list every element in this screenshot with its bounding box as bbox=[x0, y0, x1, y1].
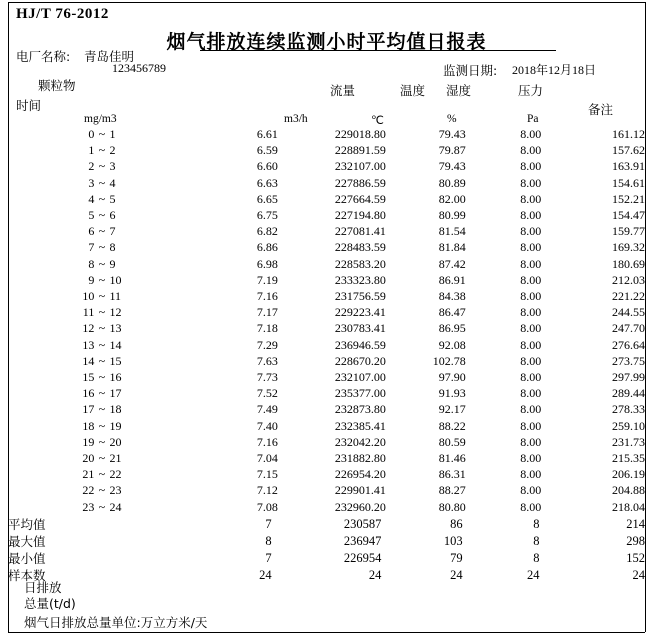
cell-hour-separator: ~ bbox=[98, 224, 106, 239]
unit-humidity: % bbox=[447, 113, 457, 125]
cell-pressure: 278.33 bbox=[612, 402, 645, 417]
summary-humidity: 24 bbox=[527, 568, 540, 582]
cell-humidity: 8.00 bbox=[520, 434, 542, 449]
cell-hour-from: 4 bbox=[88, 191, 95, 206]
summary-temperature: 86 bbox=[450, 517, 463, 531]
table-row bbox=[8, 482, 645, 498]
cell-humidity: 8.00 bbox=[520, 143, 542, 158]
cell-flow: 233323.80 bbox=[334, 272, 386, 287]
cell-pressure: 154.47 bbox=[612, 208, 645, 223]
summary-flow: 24 bbox=[368, 568, 382, 582]
unit-pressure: Pa bbox=[527, 113, 539, 125]
cell-hour-to: 2 bbox=[109, 143, 116, 158]
cell-temperature: 82.00 bbox=[438, 191, 466, 206]
cell-hour-to: 6 bbox=[109, 208, 116, 223]
table-row bbox=[8, 434, 645, 450]
summary-label: 平均值 bbox=[8, 517, 46, 532]
cell-pressure: 154.61 bbox=[612, 175, 645, 190]
cell-humidity: 8.00 bbox=[520, 224, 542, 239]
cell-hour-to: 18 bbox=[109, 402, 122, 417]
cell-hour-separator: ~ bbox=[98, 353, 106, 368]
cell-hour-from: 1 bbox=[88, 143, 95, 158]
summary-pressure: 298 bbox=[626, 534, 645, 548]
cell-temperature: 81.46 bbox=[438, 451, 466, 466]
cell-humidity: 8.00 bbox=[520, 418, 542, 433]
summary-label: 最大值 bbox=[8, 534, 46, 549]
cell-hour-from: 5 bbox=[88, 208, 95, 223]
cell-hour-to: 12 bbox=[109, 305, 122, 320]
summary-concentration: 7 bbox=[265, 551, 272, 565]
cell-hour-separator: ~ bbox=[98, 159, 106, 174]
table-row bbox=[8, 353, 645, 369]
cell-hour-from: 0 bbox=[88, 127, 95, 141]
table-row bbox=[8, 239, 645, 255]
cell-temperature: 86.95 bbox=[438, 321, 466, 336]
cell-pressure: 273.75 bbox=[612, 353, 645, 368]
cell-concentration: 7.04 bbox=[256, 451, 278, 466]
cell-temperature: 86.47 bbox=[438, 305, 466, 320]
cell-pressure: 161.12 bbox=[612, 127, 645, 141]
cell-hour-to: 9 bbox=[109, 256, 116, 271]
summary-concentration: 7 bbox=[265, 517, 272, 531]
cell-flow: 227081.41 bbox=[334, 224, 386, 239]
summary-row bbox=[8, 550, 645, 567]
column-header-humidity: 湿度 bbox=[446, 83, 472, 98]
cell-hour-to: 13 bbox=[109, 321, 122, 336]
cell-pressure: 244.55 bbox=[612, 305, 645, 320]
cell-humidity: 8.00 bbox=[520, 127, 542, 141]
cell-hour-from: 17 bbox=[82, 402, 95, 417]
cell-hour-separator: ~ bbox=[98, 127, 106, 141]
cell-humidity: 8.00 bbox=[520, 240, 542, 255]
unit-flow: m3/h bbox=[284, 113, 308, 125]
table-row bbox=[8, 223, 645, 239]
standard-code: HJ/T 76-2012 bbox=[16, 6, 109, 22]
cell-temperature: 80.89 bbox=[438, 175, 466, 190]
right-border-line bbox=[645, 2, 646, 632]
cell-hour-from: 13 bbox=[82, 337, 95, 352]
cell-hour-separator: ~ bbox=[98, 305, 106, 320]
cell-hour-separator: ~ bbox=[98, 143, 106, 158]
hourly-data-table bbox=[8, 126, 645, 515]
cell-flow: 235377.00 bbox=[334, 386, 386, 401]
table-row bbox=[8, 304, 645, 320]
summary-flow: 236947 bbox=[343, 534, 382, 548]
summary-temperature: 24 bbox=[450, 568, 463, 582]
cell-hour-separator: ~ bbox=[98, 499, 106, 514]
column-header-time: 时间 bbox=[16, 98, 42, 113]
cell-concentration: 7.17 bbox=[256, 305, 278, 320]
cell-hour-to: 21 bbox=[109, 451, 122, 466]
cell-hour-to: 10 bbox=[109, 272, 122, 287]
cell-concentration: 7.08 bbox=[256, 499, 278, 514]
cell-hour-to: 14 bbox=[109, 337, 122, 352]
cell-temperature: 92.17 bbox=[438, 402, 466, 417]
unit-temperature: ℃ bbox=[371, 115, 384, 127]
cell-humidity: 8.00 bbox=[520, 321, 542, 336]
column-header-remark: 备注 bbox=[588, 102, 614, 117]
cell-pressure: 215.35 bbox=[612, 451, 645, 466]
table-row bbox=[8, 466, 645, 482]
summary-flow: 230587 bbox=[343, 517, 382, 531]
cell-concentration: 7.15 bbox=[256, 467, 278, 482]
cell-temperature: 79.43 bbox=[438, 127, 466, 141]
cell-temperature: 87.42 bbox=[438, 256, 466, 271]
cell-hour-from: 9 bbox=[88, 272, 95, 287]
cell-hour-from: 16 bbox=[82, 386, 95, 401]
table-row bbox=[8, 126, 645, 142]
cell-concentration: 7.18 bbox=[256, 321, 278, 336]
cell-hour-to: 17 bbox=[109, 386, 122, 401]
cell-humidity: 8.00 bbox=[520, 272, 542, 287]
cell-concentration: 7.63 bbox=[256, 353, 278, 368]
table-row bbox=[8, 142, 645, 158]
summary-temperature: 79 bbox=[450, 551, 463, 565]
cell-humidity: 8.00 bbox=[520, 305, 542, 320]
plant-name-label: 电厂名称: bbox=[16, 49, 71, 64]
footnote: 烟气日排放总量单位:万立方米/天 bbox=[24, 615, 208, 630]
cell-humidity: 8.00 bbox=[520, 175, 542, 190]
cell-pressure: 206.19 bbox=[612, 467, 645, 482]
cell-hour-from: 7 bbox=[88, 240, 95, 255]
cell-concentration: 6.61 bbox=[256, 127, 278, 141]
cell-concentration: 6.59 bbox=[256, 143, 278, 158]
cell-temperature: 84.38 bbox=[438, 289, 466, 304]
cell-pressure: 247.70 bbox=[612, 321, 645, 336]
cell-hour-to: 3 bbox=[109, 159, 116, 174]
cell-humidity: 8.00 bbox=[520, 256, 542, 271]
cell-hour-separator: ~ bbox=[98, 483, 106, 498]
unit-concentration: mg/m3 bbox=[84, 113, 117, 125]
cell-temperature: 81.84 bbox=[438, 240, 466, 255]
cell-hour-to: 1 bbox=[109, 127, 116, 141]
summary-label: 样本数 bbox=[8, 568, 46, 583]
cell-flow: 226954.20 bbox=[334, 467, 386, 482]
cell-temperature: 80.80 bbox=[438, 499, 466, 514]
cell-hour-separator: ~ bbox=[98, 434, 106, 449]
cell-hour-separator: ~ bbox=[98, 240, 106, 255]
plant-code-value: 123456789 bbox=[112, 61, 166, 75]
summary-label: 最小值 bbox=[8, 551, 46, 566]
summary-concentration: 24 bbox=[259, 568, 272, 582]
table-row bbox=[8, 272, 645, 288]
cell-concentration: 6.86 bbox=[256, 240, 278, 255]
cell-flow: 229901.41 bbox=[334, 483, 386, 498]
cell-pressure: 259.10 bbox=[612, 418, 645, 433]
cell-hour-from: 10 bbox=[82, 289, 95, 304]
cell-hour-from: 6 bbox=[88, 224, 95, 239]
cell-humidity: 8.00 bbox=[520, 483, 542, 498]
summary-pressure: 214 bbox=[626, 517, 645, 531]
summary-flow: 226954 bbox=[343, 551, 382, 565]
summary-row bbox=[8, 516, 645, 533]
cell-pressure: 221.22 bbox=[612, 289, 645, 304]
cell-flow: 227886.59 bbox=[334, 175, 386, 190]
summary-concentration: 8 bbox=[265, 534, 272, 548]
cell-pressure: 276.64 bbox=[612, 337, 645, 352]
table-row bbox=[8, 337, 645, 353]
table-row bbox=[8, 175, 645, 191]
summary-table bbox=[8, 516, 645, 584]
cell-concentration: 7.16 bbox=[256, 289, 278, 304]
monitor-date-value: 2018年12月18日 bbox=[512, 63, 597, 77]
summary-pressure: 24 bbox=[632, 568, 645, 582]
cell-flow: 230783.41 bbox=[334, 321, 386, 336]
cell-concentration: 6.60 bbox=[256, 159, 278, 174]
table-row bbox=[8, 191, 645, 207]
summary-pressure: 152 bbox=[626, 551, 645, 565]
cell-hour-from: 22 bbox=[82, 483, 95, 498]
cell-flow: 228670.20 bbox=[334, 353, 386, 368]
cell-hour-from: 12 bbox=[82, 321, 95, 336]
cell-hour-from: 3 bbox=[88, 175, 95, 190]
page-title: 烟气排放连续监测小时平均值日报表 bbox=[166, 31, 487, 53]
cell-hour-separator: ~ bbox=[98, 451, 106, 466]
table-row bbox=[8, 418, 645, 434]
table-row bbox=[8, 499, 645, 515]
cell-hour-to: 5 bbox=[109, 191, 116, 206]
cell-flow: 228891.59 bbox=[334, 143, 386, 158]
cell-concentration: 6.75 bbox=[256, 208, 278, 223]
cell-flow: 232107.00 bbox=[334, 370, 386, 385]
cell-hour-from: 19 bbox=[82, 434, 95, 449]
cell-concentration: 6.98 bbox=[256, 256, 278, 271]
cell-flow: 231756.59 bbox=[334, 289, 386, 304]
cell-hour-to: 22 bbox=[109, 467, 122, 482]
cell-concentration: 7.16 bbox=[256, 434, 278, 449]
cell-pressure: 231.73 bbox=[612, 434, 645, 449]
cell-pressure: 159.77 bbox=[612, 224, 645, 239]
cell-concentration: 7.40 bbox=[256, 418, 278, 433]
cell-pressure: 157.62 bbox=[612, 143, 645, 158]
cell-temperature: 86.31 bbox=[438, 467, 466, 482]
cell-pressure: 163.91 bbox=[612, 159, 645, 174]
cell-hour-to: 15 bbox=[109, 353, 122, 368]
cell-concentration: 7.29 bbox=[256, 337, 278, 352]
cell-temperature: 92.08 bbox=[438, 337, 466, 352]
cell-temperature: 80.59 bbox=[438, 434, 466, 449]
table-row bbox=[8, 401, 645, 417]
cell-temperature: 79.87 bbox=[438, 143, 466, 158]
cell-flow: 229018.80 bbox=[334, 127, 386, 141]
cell-humidity: 8.00 bbox=[520, 191, 542, 206]
cell-pressure: 180.69 bbox=[612, 256, 645, 271]
table-row bbox=[8, 288, 645, 304]
cell-hour-from: 2 bbox=[88, 159, 95, 174]
daily-total-label-line2: 总量(t/d) bbox=[24, 596, 76, 611]
title-underline bbox=[200, 50, 556, 51]
cell-hour-separator: ~ bbox=[98, 321, 106, 336]
cell-hour-from: 21 bbox=[82, 467, 95, 482]
cell-flow: 232107.00 bbox=[334, 159, 386, 174]
cell-concentration: 7.73 bbox=[256, 370, 278, 385]
cell-flow: 232873.80 bbox=[334, 402, 386, 417]
cell-hour-from: 14 bbox=[82, 353, 95, 368]
cell-pressure: 212.03 bbox=[612, 272, 645, 287]
cell-temperature: 80.99 bbox=[438, 208, 466, 223]
cell-flow: 229223.41 bbox=[334, 305, 386, 320]
table-row bbox=[8, 207, 645, 223]
summary-row bbox=[8, 533, 645, 550]
table-row bbox=[8, 450, 645, 466]
monitor-date-label: 监测日期: bbox=[443, 63, 498, 78]
cell-hour-separator: ~ bbox=[98, 337, 106, 352]
cell-temperature: 91.93 bbox=[438, 386, 466, 401]
cell-concentration: 7.52 bbox=[256, 386, 278, 401]
cell-hour-from: 8 bbox=[88, 256, 95, 271]
cell-hour-from: 11 bbox=[82, 305, 95, 320]
cell-hour-to: 19 bbox=[109, 418, 122, 433]
cell-concentration: 7.12 bbox=[256, 483, 278, 498]
cell-hour-to: 20 bbox=[109, 434, 122, 449]
summary-humidity: 8 bbox=[533, 551, 540, 565]
cell-pressure: 152.21 bbox=[612, 191, 645, 206]
cell-temperature: 81.54 bbox=[438, 224, 466, 239]
cell-hour-separator: ~ bbox=[98, 289, 106, 304]
table-row bbox=[8, 256, 645, 272]
cell-flow: 227664.59 bbox=[334, 191, 386, 206]
cell-temperature: 102.78 bbox=[432, 353, 466, 368]
cell-temperature: 97.90 bbox=[438, 370, 466, 385]
cell-hour-from: 15 bbox=[82, 370, 95, 385]
cell-hour-to: 11 bbox=[109, 289, 122, 304]
cell-hour-separator: ~ bbox=[98, 386, 106, 401]
cell-hour-separator: ~ bbox=[98, 418, 106, 433]
summary-temperature: 103 bbox=[443, 534, 463, 548]
cell-temperature: 86.91 bbox=[438, 272, 466, 287]
cell-humidity: 8.00 bbox=[520, 289, 542, 304]
cell-pressure: 169.32 bbox=[612, 240, 645, 255]
cell-hour-separator: ~ bbox=[98, 402, 106, 417]
column-header-flow: 流量 bbox=[330, 83, 356, 98]
cell-humidity: 8.00 bbox=[520, 208, 542, 223]
cell-flow: 232960.20 bbox=[334, 499, 386, 514]
cell-humidity: 8.00 bbox=[520, 499, 542, 514]
cell-humidity: 8.00 bbox=[520, 402, 542, 417]
cell-temperature: 88.22 bbox=[438, 418, 466, 433]
cell-hour-separator: ~ bbox=[98, 191, 106, 206]
column-header-particle: 颗粒物 bbox=[38, 78, 76, 93]
cell-hour-from: 18 bbox=[82, 418, 95, 433]
cell-hour-to: 24 bbox=[109, 499, 122, 514]
cell-humidity: 8.00 bbox=[520, 467, 542, 482]
cell-humidity: 8.00 bbox=[520, 353, 542, 368]
table-row bbox=[8, 369, 645, 385]
cell-concentration: 7.19 bbox=[256, 272, 278, 287]
cell-hour-separator: ~ bbox=[98, 256, 106, 271]
cell-flow: 236946.59 bbox=[334, 337, 386, 352]
cell-concentration: 6.65 bbox=[256, 191, 278, 206]
summary-humidity: 8 bbox=[533, 534, 540, 548]
cell-temperature: 88.27 bbox=[438, 483, 466, 498]
top-border-line bbox=[8, 2, 645, 3]
cell-flow: 228583.20 bbox=[334, 256, 386, 271]
column-header-pressure: 压力 bbox=[518, 83, 544, 98]
table-row bbox=[8, 158, 645, 174]
cell-flow: 227194.80 bbox=[334, 208, 386, 223]
bottom-border-line bbox=[8, 632, 645, 633]
cell-flow: 232042.20 bbox=[334, 434, 386, 449]
cell-hour-from: 23 bbox=[82, 499, 95, 514]
cell-hour-to: 4 bbox=[109, 175, 116, 190]
column-header-temperature: 温度 bbox=[400, 83, 426, 98]
cell-humidity: 8.00 bbox=[520, 159, 542, 174]
cell-pressure: 289.44 bbox=[612, 386, 645, 401]
cell-hour-separator: ~ bbox=[98, 175, 106, 190]
cell-hour-separator: ~ bbox=[98, 208, 106, 223]
cell-pressure: 297.99 bbox=[612, 370, 645, 385]
cell-hour-to: 7 bbox=[109, 224, 116, 239]
cell-humidity: 8.00 bbox=[520, 337, 542, 352]
cell-hour-to: 8 bbox=[109, 240, 116, 255]
cell-humidity: 8.00 bbox=[520, 451, 542, 466]
cell-hour-separator: ~ bbox=[98, 370, 106, 385]
cell-hour-to: 23 bbox=[109, 483, 122, 498]
cell-hour-to: 16 bbox=[109, 370, 122, 385]
cell-concentration: 6.63 bbox=[256, 175, 278, 190]
summary-humidity: 8 bbox=[533, 517, 540, 531]
table-row bbox=[8, 385, 645, 401]
summary-row bbox=[8, 567, 645, 584]
cell-pressure: 204.88 bbox=[612, 483, 645, 498]
cell-flow: 231882.80 bbox=[334, 451, 386, 466]
cell-humidity: 8.00 bbox=[520, 370, 542, 385]
cell-hour-from: 20 bbox=[82, 451, 95, 466]
cell-concentration: 7.49 bbox=[256, 402, 278, 417]
cell-flow: 232385.41 bbox=[334, 418, 386, 433]
table-row bbox=[8, 320, 645, 336]
cell-hour-separator: ~ bbox=[98, 272, 106, 287]
cell-temperature: 79.43 bbox=[438, 159, 466, 174]
cell-pressure: 218.04 bbox=[612, 499, 645, 514]
daily-total-label-line1: 日排放 bbox=[24, 580, 62, 595]
cell-humidity: 8.00 bbox=[520, 386, 542, 401]
cell-concentration: 6.82 bbox=[256, 224, 278, 239]
plant-name-value: 青岛佳明 bbox=[84, 49, 135, 64]
cell-hour-separator: ~ bbox=[98, 467, 106, 482]
cell-flow: 228483.59 bbox=[334, 240, 386, 255]
